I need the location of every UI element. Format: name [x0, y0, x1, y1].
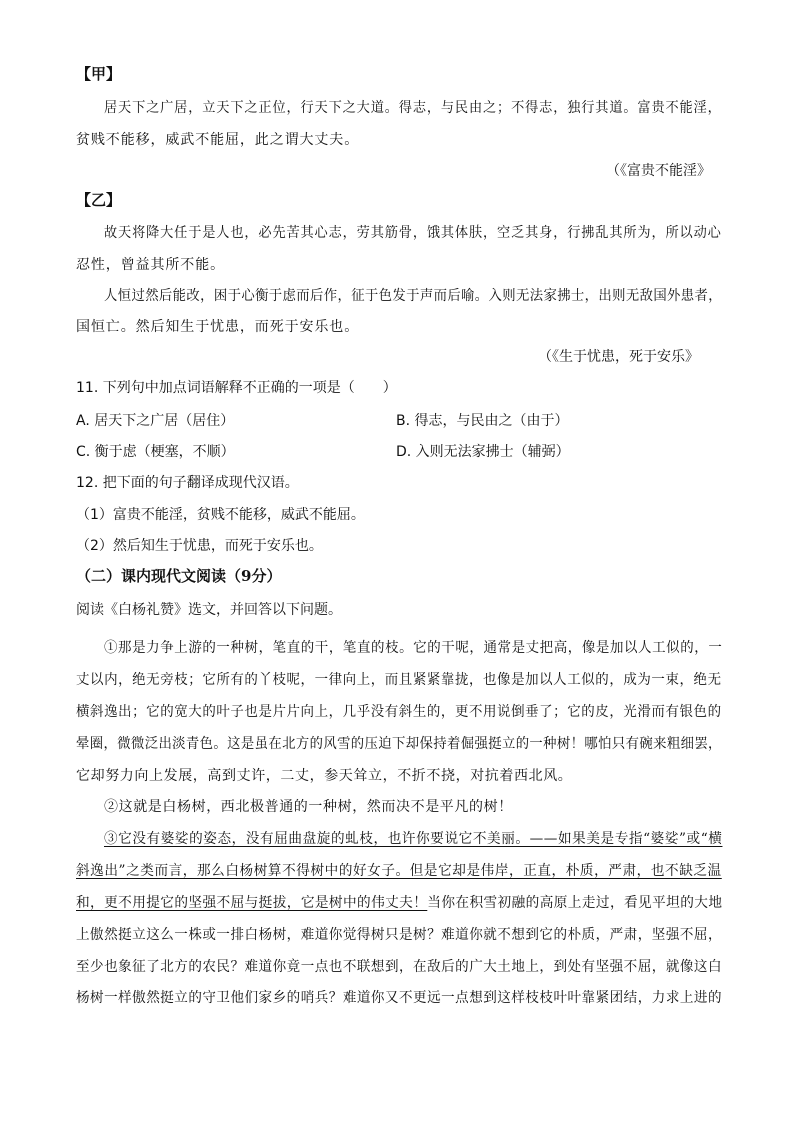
- passage-paragraph-1-line-2: 丈以内，绝无旁枝；它所有的丫枝呢，一律向上，而且紧紧靠拢，也像是加以人工似的，成为一束，绝无: [76, 672, 722, 688]
- jia-heading: 【甲】: [76, 65, 122, 83]
- passage-paragraph-3-line-3-rest: 当你在积雪初融的高原上走过，看见平坦的大地: [427, 895, 723, 911]
- yi-paragraph-2-line-2: 国恒亡。然后知生于忧患，而死于安乐也。: [76, 319, 360, 335]
- passage-paragraph-3-line-1-underlined: ③它没有婆娑的姿态，没有屈曲盘旋的虬枝，也许你要说它不美丽。——如果美是专指“婆娑”或“横: [104, 831, 723, 847]
- passage-paragraph-1-line-4: 晕圈，微微泛出淡青色。这是虽在北方的风雪的压迫下却保持着倔强挺立的一种树！哪怕只有碗来粗细罢，: [76, 736, 722, 752]
- yi-paragraph-1-line-2: 忍性，曾益其所不能。: [76, 257, 225, 273]
- passage-paragraph-1-line-1: ①那是力争上游的一种树，笔直的干，笔直的枝。它的干呢，通常是丈把高，像是加以人工似的，一: [104, 640, 723, 656]
- question-11-option-c: C. 衡于虑（梗塞，不顺）: [76, 444, 235, 460]
- section-2-instruction: 阅读《白杨礼赞》选文，并回答以下问题。: [76, 602, 342, 618]
- yi-heading: 【乙】: [76, 191, 122, 209]
- passage-paragraph-3-line-3: [76, 893, 722, 913]
- question-11-option-a: A. 居天下之广居（居住）: [76, 413, 235, 429]
- passage-paragraph-3-line-4: 上傲然挺立这么一株或一排白杨树，难道你觉得树只是树？难道你就不想到它的朴质，严肃，坚强不屈，: [76, 927, 722, 943]
- yi-source: （《生于忧患，死于安乐》: [538, 349, 699, 365]
- jia-paragraph-line-2: 贫贱不能移，威武不能屈，此之谓大丈夫。: [76, 132, 360, 148]
- question-11-option-b: B. 得志，与民由之（由于）: [396, 413, 569, 429]
- question-12-stem: 12. 把下面的句子翻译成现代汉语。: [76, 475, 299, 491]
- passage-paragraph-2: ②这就是白杨树，西北极普通的一种树，然而决不是平凡的树！: [104, 799, 513, 815]
- passage-paragraph-1-line-3: 横斜逸出；它的宽大的叶子也是片片向上，几乎没有斜生的，更不用说倒垂了；它的皮，光滑而有银色的: [76, 704, 722, 720]
- passage-paragraph-3-line-2-underlined: 斜逸出”之类而言，那么白杨树算不得树中的好女子。但是它却是伟岸，正直，朴质，严肃，也不缺乏温: [76, 863, 722, 879]
- passage-paragraph-1-line-5: 它却努力向上发展，高到丈许，二丈，参天耸立，不折不挠，对抗着西北风。: [76, 768, 573, 784]
- passage-paragraph-3-line-3-underlined: 和，更不用提它的坚强不屈与挺拔，它是树中的伟丈夫！: [76, 895, 428, 911]
- question-11-option-d: D. 入则无法家拂士（辅弼）: [396, 444, 570, 460]
- jia-source: （《富贵不能淫》: [606, 163, 711, 179]
- passage-paragraph-3-line-6: 杨树一样傲然挺立的守卫他们家乡的哨兵？难道你又不更远一点想到这样枝枝叶叶靠紧团结，力求上进的: [76, 990, 722, 1006]
- jia-paragraph-line-1: 居天下之广居，立天下之正位，行天下之大道。得志，与民由之；不得志，独行其道。富贵不能淫，: [104, 100, 722, 116]
- question-12-item-2: （2）然后知生于忧患，而死于安乐也。: [76, 538, 323, 554]
- question-11-stem: 11. 下列句中加点词语解释不正确的一项是（ ）: [76, 380, 397, 396]
- question-12-item-1: （1）富贵不能淫，贫贱不能移，威武不能屈。: [76, 507, 365, 523]
- yi-paragraph-1-line-1: 故天将降大任于是人也，必先苦其心志，劳其筋骨，饿其体肤，空乏其身，行拂乱其所为，所以动心: [104, 225, 722, 241]
- section-2-title: （二）课内现代文阅读（9分）: [76, 567, 282, 585]
- passage-paragraph-3-line-5: 至少也象征了北方的农民？难道你竟一点也不联想到，在敌后的广大土地上，到处有坚强不屈，就像这白: [76, 959, 722, 975]
- yi-paragraph-2-line-1: 人恒过然后能改，困于心衡于虑而后作，征于色发于声而后喻。入则无法家拂士，出则无敌国外患者，: [104, 288, 722, 304]
